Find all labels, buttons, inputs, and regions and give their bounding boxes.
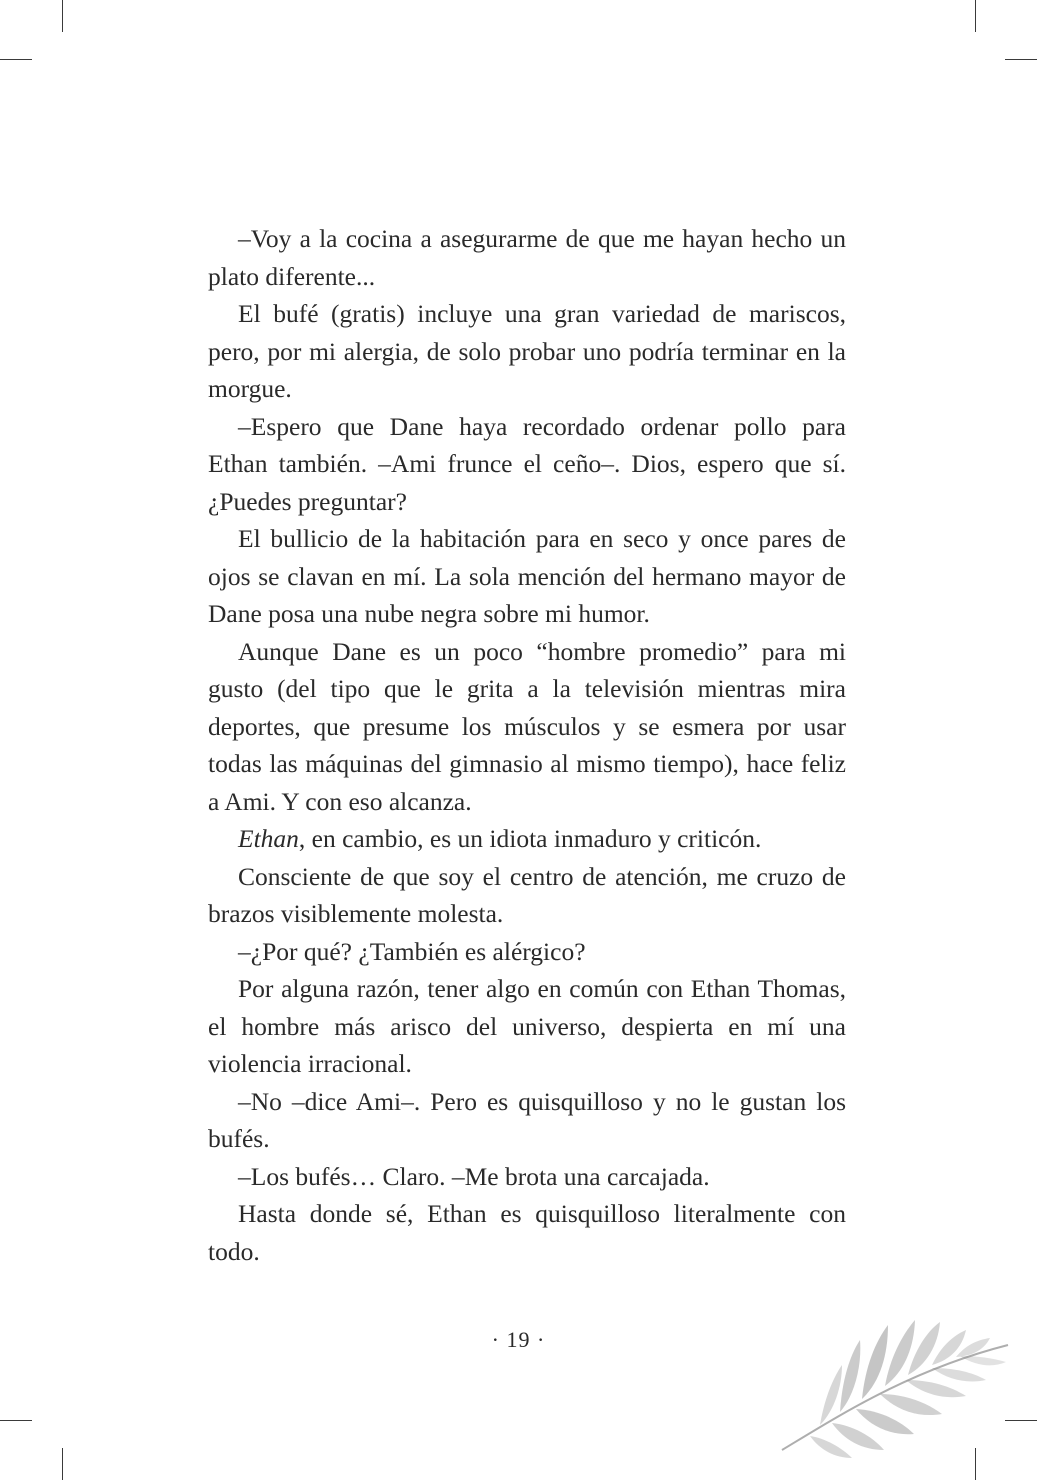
paragraph: Consciente de que soy el centro de atención, me cruzo de brazos visiblemente molesta. <box>208 861 846 928</box>
paragraph: El bufé (gratis) incluye una gran variedad de mariscos, pero, por mi alergia, de solo probar uno podría terminar en la morgue. <box>208 299 846 403</box>
crop-mark-top-left-horizontal <box>0 59 32 60</box>
paragraph: –Los bufés… Claro. –Me brota una carcajada. <box>238 1161 710 1191</box>
paragraph: –No –dice Ami–. Pero es quisquilloso y no le gustan los bufés. <box>208 1086 846 1153</box>
crop-mark-top-left-vertical <box>62 0 63 32</box>
crop-mark-bottom-left-vertical <box>62 1448 63 1480</box>
crop-mark-top-right-vertical <box>975 0 976 32</box>
paragraph: –¿Por qué? ¿También es alérgico? <box>238 936 586 966</box>
italic-name: Ethan <box>238 824 299 853</box>
crop-mark-top-right-horizontal <box>1005 59 1037 60</box>
paragraph: Por alguna razón, tener algo en común con Ethan Thomas, el hombre más arisco del universo, despierta en mí una violencia irracional. <box>208 974 846 1078</box>
paragraph: Aunque Dane es un poco “hombre promedio” para mi gusto (del tipo que le grita a la televisión mientras mira deportes, que presume los músculos y se esmera por usar todas las máquinas del gimnasio al mismo tiempo), hace feliz a Ami. Y con eso alcanza. <box>208 636 846 816</box>
paragraph: –Voy a la cocina a asegurarme de que me hayan hecho un plato diferente... <box>208 224 846 291</box>
paragraph-rest: , en cambio, es un idiota inmaduro y criticón. <box>298 824 762 853</box>
paragraph: El bullicio de la habitación para en seco y once pares de ojos se clavan en mí. La sola mención del hermano mayor de Dane posa una nube negra sobre mi humor. <box>208 524 846 628</box>
paragraph: –Espero que Dane haya recordado ordenar pollo para Ethan también. –Ami frunce el ceño–. Dios, espero que sí. ¿Puedes preguntar? <box>208 411 846 516</box>
paragraph <box>208 820 846 858</box>
crop-mark-bottom-left-horizontal <box>0 1420 32 1421</box>
palm-leaf-icon <box>780 1310 1010 1460</box>
paragraph: Hasta donde sé, Ethan es quisquilloso literalmente con todo. <box>208 1199 846 1266</box>
body-text <box>208 220 846 1270</box>
page-number: · 19 · <box>491 1327 546 1352</box>
